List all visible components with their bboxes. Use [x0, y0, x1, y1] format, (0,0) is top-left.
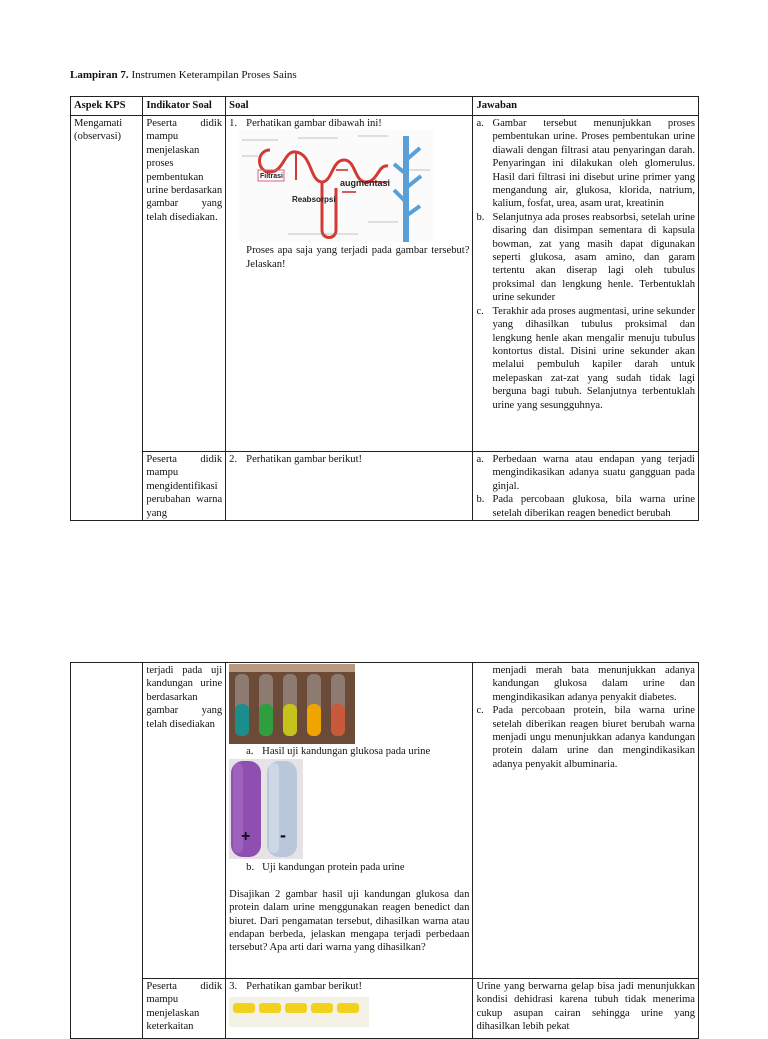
jawaban-item: [476, 211, 695, 305]
jawaban-text: Gambar tersebut menunjukkan proses pembentukan urine. Proses pembentukan urine diawali dengan filtrasi atau penyaringan darah. Penyaringan ini dilakukan oleh glomerulus. Hasil dari filtrasi ini disebut urine primer yang mengandung air, glukosa, klorida, natrium, kalium, fosfat, urea, asam urat, kreatinin: [492, 118, 695, 210]
soal-cell-2: [226, 452, 473, 521]
fig-b-marker: b.: [246, 862, 255, 874]
caption-label: Lampiran 7.: [70, 69, 129, 81]
header-jawaban: Jawaban: [473, 97, 699, 116]
table-row-2-continued: [71, 663, 699, 979]
jawaban-list-2-continued: [476, 664, 695, 771]
table-row-3: [71, 979, 699, 1039]
jawaban-item: [476, 117, 695, 211]
soal-intro-3: Perhatikan gambar berikut!: [246, 981, 363, 992]
table-row-2: [71, 452, 699, 521]
tube-plus-label: +: [241, 828, 251, 846]
fig-a-marker: a.: [246, 746, 254, 757]
jawaban-list-1: [476, 117, 695, 412]
jawaban-text: Pada percobaan glukosa, bila warna urine setelah diberikan reagen benedict berubah: [492, 494, 695, 519]
soal-number-3: 3.: [229, 981, 238, 992]
indikator-cell-2: Peserta didik mampu mengidentifikasi perubahan warna yang: [143, 452, 226, 521]
soal-cell-3: [226, 979, 473, 1039]
soal-question-1: Proses apa saja yang terjadi pada gambar tersebut? Jelaskan!: [246, 245, 470, 270]
jawaban-cell-2-continued: [473, 663, 699, 979]
jawaban-item: [476, 305, 695, 412]
jawaban-text: Pada percobaan protein, bila warna urine setelah diberikan reagen biuret berubah warna menjadi ungu menunjukkan adanya kandungan protein dalam urine dan mengindikasikan adanya penyakit albuminaria.: [492, 705, 695, 770]
jawaban-list-2: [476, 453, 695, 520]
benedict-test-tubes-photo: [229, 664, 355, 744]
jawaban-text: Terakhir ada proses augmentasi, urine sekunder yang dihasilkan tubulus proksimal dan lengkung henle akan mengalir menuju tubulus kontortus distal. Disini urine sekunder akan melalui pembuluh kapiler darah untuk melepaskan zat-zat yang sudah tidak lagi berguna bagi tubuh. Selanjutnya terbentuklah urine yang sesungguhnya.: [492, 305, 695, 411]
tube-minus-label: -: [280, 825, 287, 846]
fig-a-caption: Hasil uji kandungan glukosa pada urine: [262, 746, 431, 757]
kps-table-part-2: [70, 662, 699, 1039]
list-marker: c.: [476, 305, 484, 317]
aspek-cell-continued: [71, 663, 143, 1039]
indikator-cell-3: Peserta didik mampu menjelaskan keterkaitan: [143, 979, 226, 1039]
soal-number-2: 2.: [229, 454, 238, 465]
jawaban-text: menjadi merah bata menunjukkan adanya kandungan glukosa dalam urine dan mengindikasikan adanya penyakit diabetes.: [492, 665, 695, 703]
list-marker: a.: [476, 118, 484, 129]
label-augmentasi: augmentasi: [340, 178, 391, 189]
label-reabsorpsi: Reabsorpsi: [292, 195, 336, 205]
table-header-row: [71, 97, 699, 116]
jawaban-item: [476, 453, 695, 493]
fig-b-caption: Uji kandungan protein pada urine: [262, 862, 405, 874]
header-aspek: Aspek KPS: [71, 97, 143, 116]
jawaban-item: [476, 493, 695, 520]
jawaban-cell-1: [473, 116, 699, 452]
kps-table-part-1: [70, 96, 699, 521]
list-marker: c.: [476, 705, 484, 717]
soal-intro-1: Perhatikan gambar dibawah ini!: [246, 118, 382, 129]
soal-cell-2-continued: [226, 663, 473, 979]
nephron-diagram-figure: [238, 130, 434, 242]
attachment-caption: [70, 69, 297, 82]
soal-intro-2: Perhatikan gambar berikut!: [246, 454, 363, 465]
list-marker: a.: [476, 454, 484, 465]
jawaban-item: [476, 704, 695, 771]
caption-text: Instrumen Keterampilan Proses Sains: [131, 69, 297, 81]
list-marker: b.: [476, 211, 485, 223]
soal-cell-1: [226, 116, 473, 452]
jawaban-cell-3: Urine yang berwarna gelap bisa jadi menunjukkan kondisi dehidrasi karena tubuh tidak menerima cukup asupan cairan sehingga urine yang dihasilkan lebih pekat: [473, 979, 699, 1039]
indikator-cell-1: Peserta didik mampu menjelaskan proses pembentukan urine berdasarkan gambar yang telah disediakan.: [143, 116, 226, 452]
soal-number-1: 1.: [229, 118, 238, 129]
jawaban-text: Selanjutnya ada proses reabsorbsi, setelah urine disaring dan disimpan sementara di kapsula bowman, zat yang masih dapat digunakan seperti glukosa, asam amino, dan garam tertentu akan diserap lagi oleh tubulus proksimal dan lengkung henle. Terbentuklah urine sekunder: [492, 211, 695, 304]
aspek-cell: Mengamati (observasi): [71, 116, 143, 521]
list-marker: b.: [476, 494, 485, 506]
biuret-test-tubes-photo: [229, 759, 303, 859]
table-row-1: [71, 116, 699, 452]
jawaban-text: Perbedaan warna atau endapan yang terjadi mengindikasikan adanya suatu gangguan pada ginjal.: [492, 454, 695, 492]
soal-question-2: Disajikan 2 gambar hasil uji kandungan glukosa dan protein dalam urine menggunakan reagen benedict dan biuret. Dari pengamatan tersebut, dihasilkan warna atau endapan berbeda, jelaskan mengapa terjadi perbedaan tersebut? Apa arti dari warna yang dihasilkan?: [229, 888, 470, 954]
header-indikator: Indikator Soal: [143, 97, 226, 116]
jawaban-cell-2: [473, 452, 699, 521]
indikator-cell-2-continued: terjadi pada uji kandungan urine berdasarkan gambar yang telah disediakan: [143, 663, 226, 979]
label-filtrasi: Filtrasi: [260, 173, 284, 181]
header-soal: Soal: [226, 97, 473, 116]
jawaban-item: [476, 664, 695, 704]
urine-sample-cups-photo: [229, 997, 369, 1027]
